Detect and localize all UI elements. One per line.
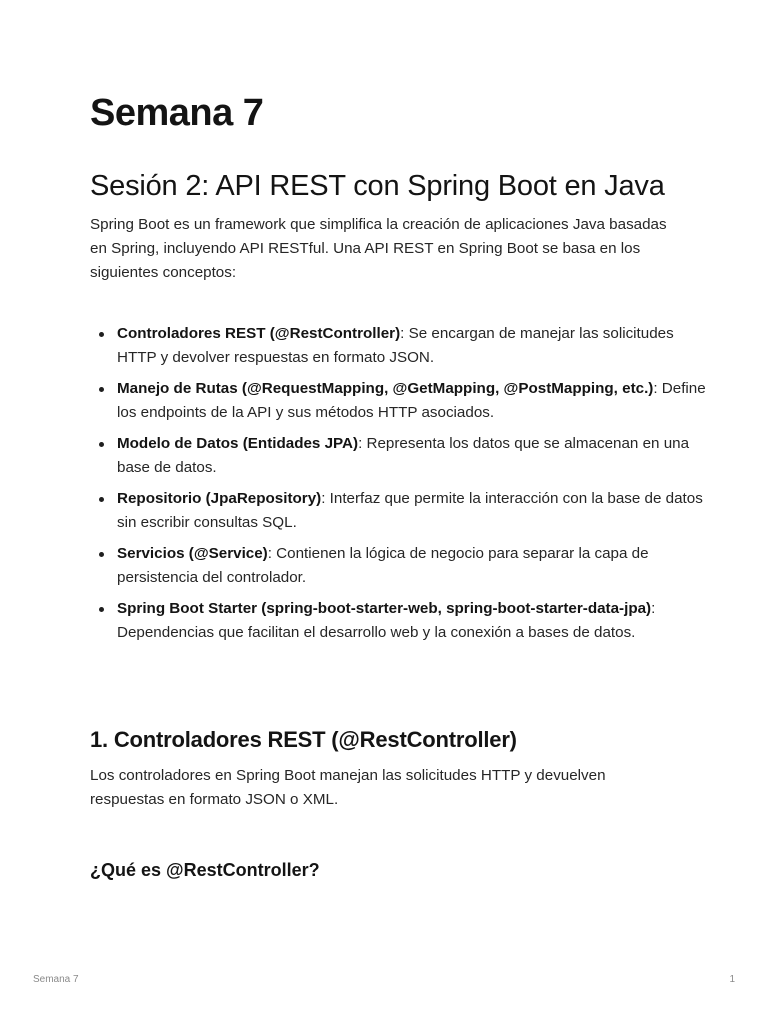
- list-item: [117, 322, 712, 369]
- bullet-icon: [99, 387, 104, 392]
- document-title: Semana 7: [90, 92, 264, 134]
- concept-term: Controladores REST (@RestController): [117, 325, 401, 342]
- concept-term: Servicios (@Service): [117, 545, 268, 562]
- concept-description: : Se encargan de manejar las solicitudes HTTP y devolver respuestas en formato JSON.: [117, 325, 674, 366]
- concept-list: [90, 322, 712, 652]
- concept-term: Manejo de Rutas (@RequestMapping, @GetMapping, @PostMapping, etc.): [117, 380, 654, 397]
- concept-term: Repositorio (JpaRepository): [117, 490, 322, 507]
- concept-description: : Interfaz que permite la interacción con la base de datos sin escribir consultas SQL.: [117, 490, 703, 531]
- concept-description: : Dependencias que facilitan el desarrollo web y la conexión a bases de datos.: [117, 600, 656, 641]
- question-heading: ¿Qué es @RestController?: [90, 860, 320, 880]
- intro-paragraph: Spring Boot es un framework que simplifica la creación de aplicaciones Java basadas en Spring, incluyendo API RESTful. Una API REST en Spring Boot se basa en los siguientes conceptos:: [90, 216, 667, 281]
- list-item: [117, 597, 712, 644]
- bullet-icon: [99, 497, 104, 502]
- footer-page-number: 1: [729, 974, 735, 985]
- bullet-icon: [99, 607, 104, 612]
- bullet-icon: [99, 552, 104, 557]
- concept-term: Modelo de Datos (Entidades JPA): [117, 435, 359, 452]
- concept-description: : Representa los datos que se almacenan en una base de datos.: [117, 435, 690, 476]
- list-item: [117, 542, 712, 589]
- subsection-heading: 1. Controladores REST (@RestController): [90, 727, 517, 752]
- concept-description: : Contienen la lógica de negocio para separar la capa de persistencia del controlador.: [117, 545, 649, 586]
- bullet-icon: [99, 442, 104, 447]
- list-item: [117, 432, 712, 479]
- list-item: [117, 377, 712, 424]
- list-item: [117, 487, 712, 534]
- bullet-icon: [99, 332, 104, 337]
- footer-document-name: Semana 7: [33, 974, 79, 985]
- concept-description: : Define los endpoints de la API y sus métodos HTTP asociados.: [117, 380, 706, 421]
- concept-term: Spring Boot Starter (spring-boot-starter-web, spring-boot-starter-data-jpa): [117, 600, 652, 617]
- section-title: Sesión 2: API REST con Spring Boot en Java: [90, 170, 665, 202]
- subsection-paragraph: Los controladores en Spring Boot manejan las solicitudes HTTP y devuelven respuestas en formato JSON o XML.: [90, 767, 606, 808]
